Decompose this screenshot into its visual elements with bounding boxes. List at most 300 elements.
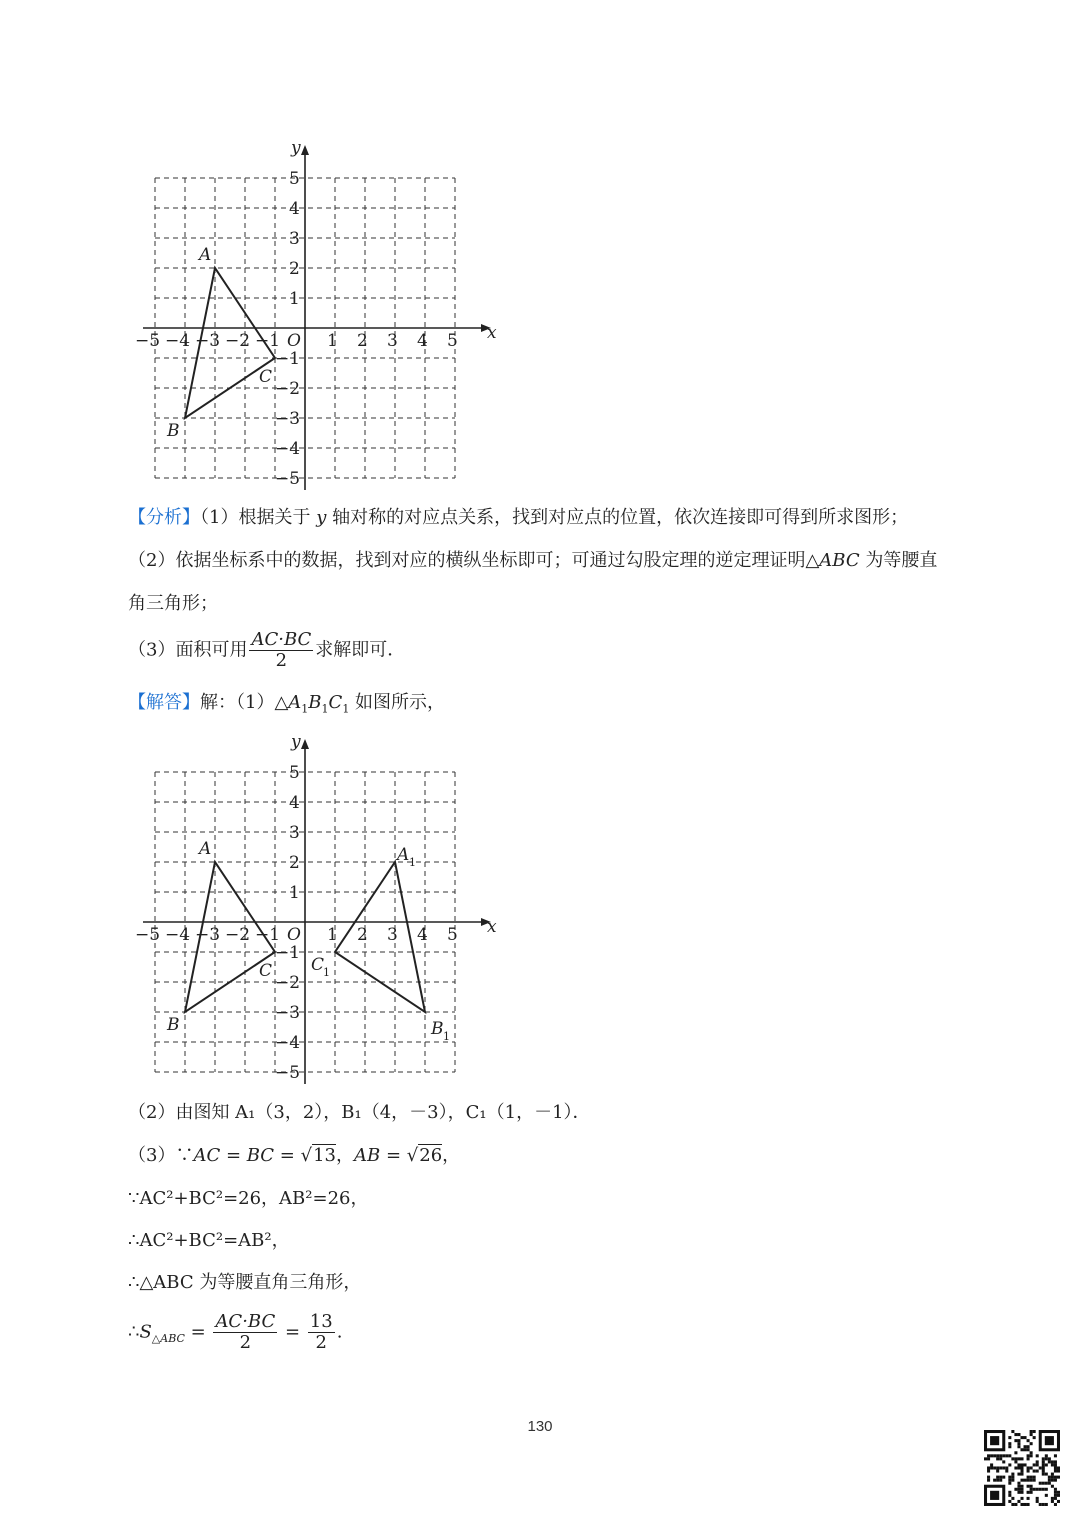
y-tick-label: 1 bbox=[289, 883, 300, 903]
qr-module bbox=[1024, 1503, 1027, 1506]
qr-module bbox=[1039, 1482, 1042, 1485]
qr-module bbox=[1008, 1442, 1011, 1445]
qr-module bbox=[1005, 1454, 1008, 1457]
qr-module bbox=[1024, 1436, 1027, 1439]
solution-line-6 bbox=[128, 1270, 361, 1296]
qr-module bbox=[1014, 1460, 1017, 1463]
qr-module bbox=[1005, 1470, 1008, 1473]
qr-module bbox=[1011, 1497, 1014, 1500]
qr-module bbox=[1020, 1488, 1023, 1491]
qr-module bbox=[1011, 1430, 1014, 1433]
qr-module bbox=[1030, 1476, 1033, 1479]
solution-text: = bbox=[279, 1321, 306, 1343]
analysis-tag: 【分析】 bbox=[128, 507, 200, 528]
qr-module bbox=[1030, 1479, 1033, 1482]
y-tick-label: 5 bbox=[289, 169, 300, 189]
x-tick-label: 3 bbox=[387, 925, 398, 945]
qr-module bbox=[1033, 1436, 1036, 1439]
qr-module bbox=[1042, 1503, 1045, 1506]
x-tick-label: 5 bbox=[447, 331, 458, 351]
qr-module bbox=[1011, 1503, 1014, 1506]
qr-module bbox=[1054, 1466, 1057, 1469]
y-tick-label: −2 bbox=[275, 973, 301, 993]
fraction-numerator: AC·BC bbox=[215, 1311, 276, 1332]
y-tick-label: 1 bbox=[289, 289, 300, 309]
solution-text: . bbox=[336, 1321, 343, 1343]
qr-module bbox=[1033, 1488, 1036, 1491]
qr-module bbox=[1042, 1488, 1045, 1491]
qr-module bbox=[1051, 1473, 1054, 1476]
qr-module bbox=[1020, 1457, 1023, 1460]
qr-module bbox=[1033, 1430, 1036, 1433]
qr-module bbox=[1008, 1476, 1011, 1479]
qr-module bbox=[987, 1476, 990, 1479]
qr-module bbox=[996, 1454, 999, 1457]
qr-module bbox=[1005, 1466, 1008, 1469]
coordinate-plane-1 bbox=[120, 134, 500, 494]
qr-module bbox=[1036, 1454, 1039, 1457]
qr-module bbox=[987, 1470, 990, 1473]
x-tick-label: 3 bbox=[387, 331, 398, 351]
qr-module bbox=[1014, 1451, 1017, 1454]
analysis-text: 为等腰直 bbox=[865, 550, 938, 571]
qr-module bbox=[999, 1476, 1002, 1479]
subscript: 1 bbox=[321, 702, 329, 716]
qr-module bbox=[1045, 1457, 1048, 1460]
qr-module bbox=[1054, 1470, 1057, 1473]
qr-module bbox=[1036, 1497, 1039, 1500]
y-tick-label: 2 bbox=[289, 853, 300, 873]
x-tick-label: −1 bbox=[255, 925, 281, 945]
x-tick-label: 5 bbox=[447, 925, 458, 945]
y-axis-arrow bbox=[301, 145, 309, 155]
y-axis-label: y bbox=[291, 732, 301, 752]
y-tick-label: 5 bbox=[289, 763, 300, 783]
fraction-numerator: AC·BC bbox=[251, 629, 312, 650]
qr-module bbox=[1008, 1479, 1011, 1482]
qr-module bbox=[1020, 1466, 1023, 1469]
vertex-b1-label-subscript: 1 bbox=[443, 1030, 450, 1043]
y-tick-label: −2 bbox=[275, 379, 301, 399]
qr-module bbox=[1027, 1445, 1030, 1448]
x-tick-label: −2 bbox=[225, 925, 251, 945]
qr-module bbox=[1027, 1454, 1030, 1457]
coordinate-figure-2 bbox=[120, 728, 500, 1088]
qr-module bbox=[1014, 1439, 1017, 1442]
fraction bbox=[249, 630, 313, 671]
analysis-text: 求解即可． bbox=[315, 639, 406, 661]
x-axis-label: x bbox=[487, 323, 497, 343]
qr-module bbox=[996, 1476, 999, 1479]
fraction bbox=[308, 1312, 335, 1353]
qr-finder bbox=[990, 1491, 999, 1500]
qr-module bbox=[1011, 1479, 1014, 1482]
qr-module bbox=[1030, 1430, 1033, 1433]
qr-module bbox=[1017, 1491, 1020, 1494]
qr-module bbox=[1057, 1470, 1060, 1473]
qr-module bbox=[1014, 1488, 1017, 1491]
analysis-text: （1）根据关于 bbox=[200, 507, 311, 528]
qr-module bbox=[1027, 1476, 1030, 1479]
qr-module bbox=[1024, 1445, 1027, 1448]
qr-module bbox=[1017, 1482, 1020, 1485]
qr-module bbox=[1027, 1466, 1030, 1469]
qr-module bbox=[1002, 1476, 1005, 1479]
qr-module bbox=[1020, 1503, 1023, 1506]
qr-module bbox=[1054, 1454, 1057, 1457]
y-tick-label: 3 bbox=[289, 823, 300, 843]
qr-module bbox=[996, 1479, 999, 1482]
qr-module bbox=[987, 1454, 990, 1457]
x-tick-label: −5 bbox=[135, 925, 161, 945]
qr-module bbox=[1042, 1466, 1045, 1469]
qr-module bbox=[1011, 1457, 1014, 1460]
qr-module bbox=[1020, 1436, 1023, 1439]
solution-line-7 bbox=[128, 1312, 342, 1353]
qr-module bbox=[1048, 1457, 1051, 1460]
vertex-c-label: C bbox=[259, 961, 273, 981]
qr-module bbox=[1057, 1476, 1060, 1479]
qr-module bbox=[1042, 1482, 1045, 1485]
qr-module bbox=[1045, 1463, 1048, 1466]
qr-module bbox=[1020, 1479, 1023, 1482]
vertex-b1-label: B bbox=[431, 1019, 444, 1039]
origin-label: O bbox=[287, 925, 301, 945]
qr-module bbox=[1030, 1485, 1033, 1488]
qr-module bbox=[993, 1466, 996, 1469]
qr-module bbox=[1036, 1488, 1039, 1491]
solution-text: ∴AC²+BC²=AB²， bbox=[128, 1230, 290, 1251]
qr-finder bbox=[990, 1436, 999, 1445]
qr-module bbox=[1042, 1457, 1045, 1460]
qr-module bbox=[1045, 1482, 1048, 1485]
y-tick-label: 4 bbox=[289, 199, 300, 219]
qr-module bbox=[1030, 1488, 1033, 1491]
qr-module bbox=[993, 1454, 996, 1457]
qr-module bbox=[1024, 1463, 1027, 1466]
x-tick-label: 4 bbox=[417, 925, 428, 945]
sqrt-radicand: 13 bbox=[313, 1145, 336, 1166]
y-tick-label: −1 bbox=[275, 349, 301, 369]
y-tick-label: −5 bbox=[275, 469, 301, 489]
x-tick-label: −3 bbox=[195, 331, 221, 351]
qr-module bbox=[1033, 1479, 1036, 1482]
qr-module bbox=[990, 1466, 993, 1469]
qr-module bbox=[1027, 1485, 1030, 1488]
qr-finder bbox=[1045, 1436, 1054, 1445]
qr-module bbox=[996, 1457, 999, 1460]
analysis-text: 角三角形； bbox=[128, 593, 218, 614]
fraction bbox=[213, 1312, 277, 1353]
qr-module bbox=[1048, 1460, 1051, 1463]
qr-module bbox=[987, 1457, 990, 1460]
fraction-denominator: 2 bbox=[275, 650, 288, 671]
qr-module bbox=[1011, 1476, 1014, 1479]
solution-line-2 bbox=[128, 1100, 591, 1126]
x-tick-label: 1 bbox=[327, 925, 338, 945]
qr-module bbox=[1008, 1500, 1011, 1503]
solution-text: ， bbox=[442, 1145, 461, 1166]
solution-text: = bbox=[184, 1321, 212, 1343]
qr-module bbox=[1011, 1473, 1014, 1476]
qr-module bbox=[1002, 1460, 1005, 1463]
qr-module bbox=[1051, 1497, 1054, 1500]
subscript: △ABC bbox=[151, 1332, 185, 1346]
vertex-c-label: C bbox=[259, 367, 273, 387]
qr-module bbox=[1008, 1454, 1011, 1457]
qr-module bbox=[1048, 1476, 1051, 1479]
qr-module bbox=[1008, 1491, 1011, 1494]
answer-line-1 bbox=[128, 690, 445, 723]
qr-module bbox=[1045, 1473, 1048, 1476]
triangle-a1b1c1 bbox=[335, 862, 425, 1012]
y-tick-label: −4 bbox=[275, 1033, 301, 1053]
page-number: 130 bbox=[527, 1418, 553, 1435]
qr-module bbox=[996, 1466, 999, 1469]
qr-module bbox=[1030, 1433, 1033, 1436]
qr-module bbox=[1020, 1485, 1023, 1488]
qr-module bbox=[1017, 1473, 1020, 1476]
qr-module bbox=[996, 1470, 999, 1473]
qr-module bbox=[1017, 1445, 1020, 1448]
qr-module bbox=[1057, 1500, 1060, 1503]
analysis-line-2 bbox=[128, 548, 937, 574]
qr-module bbox=[999, 1457, 1002, 1460]
qr-module bbox=[1051, 1463, 1054, 1466]
qr-module bbox=[1020, 1497, 1023, 1500]
qr-module bbox=[1008, 1482, 1011, 1485]
x-tick-label: 4 bbox=[417, 331, 428, 351]
solution-text: ∴ bbox=[128, 1321, 140, 1343]
solution-text: ∴△ABC 为等腰直角三角形， bbox=[128, 1272, 362, 1293]
solution-text: （3）∵ bbox=[128, 1145, 194, 1166]
qr-module bbox=[1057, 1466, 1060, 1469]
qr-module bbox=[1027, 1479, 1030, 1482]
x-tick-label: 2 bbox=[357, 925, 368, 945]
analysis-text: 轴对称的对应点关系，找到对应点的位置，依次连接即可得到所求图形； bbox=[332, 507, 909, 528]
solution-var: S bbox=[139, 1321, 152, 1343]
qr-module bbox=[1051, 1485, 1054, 1488]
y-axis-label: y bbox=[291, 138, 301, 158]
qr-module bbox=[1030, 1442, 1033, 1445]
qr-module bbox=[1017, 1439, 1020, 1442]
qr-module bbox=[1036, 1463, 1039, 1466]
qr-module bbox=[1036, 1470, 1039, 1473]
qr-module bbox=[1020, 1448, 1023, 1451]
qr-module bbox=[1027, 1448, 1030, 1451]
qr-module bbox=[1045, 1503, 1048, 1506]
qr-module bbox=[1045, 1494, 1048, 1497]
fraction-numerator: 13 bbox=[309, 1311, 333, 1332]
qr-module bbox=[1039, 1466, 1042, 1469]
vertex-a-label: A bbox=[199, 839, 212, 859]
solution-text: ∵AC²+BC²=26，AB²=26， bbox=[128, 1188, 369, 1209]
qr-module bbox=[1054, 1479, 1057, 1482]
fraction-denominator: 2 bbox=[239, 1332, 252, 1353]
qr-module bbox=[987, 1466, 990, 1469]
qr-module bbox=[1054, 1488, 1057, 1491]
qr-module bbox=[1017, 1488, 1020, 1491]
qr-module bbox=[1033, 1463, 1036, 1466]
vertex-a1-label-subscript: 1 bbox=[409, 856, 416, 869]
qr-module bbox=[1054, 1476, 1057, 1479]
sqrt-radicand: 26 bbox=[419, 1145, 443, 1166]
qr-code-icon bbox=[984, 1430, 1060, 1506]
qr-module bbox=[1048, 1479, 1051, 1482]
analysis-line-1 bbox=[128, 505, 908, 531]
qr-module bbox=[1020, 1473, 1023, 1476]
qr-module bbox=[1027, 1497, 1030, 1500]
analysis-text: （2）依据坐标系中的数据，找到对应的横纵坐标即可；可通过勾股定理的逆定理证明△ bbox=[128, 550, 820, 571]
qr-module bbox=[1030, 1454, 1033, 1457]
qr-module bbox=[1008, 1494, 1011, 1497]
qr-module bbox=[1042, 1473, 1045, 1476]
qr-module bbox=[1033, 1476, 1036, 1479]
qr-module bbox=[1054, 1463, 1057, 1466]
x-tick-label: −3 bbox=[195, 925, 221, 945]
x-tick-label: −2 bbox=[225, 331, 251, 351]
qr-module bbox=[1017, 1485, 1020, 1488]
coordinate-plane-2 bbox=[120, 728, 500, 1088]
analysis-var: ABC bbox=[819, 550, 860, 571]
qr-module bbox=[1045, 1488, 1048, 1491]
x-tick-label: −4 bbox=[165, 331, 191, 351]
qr-module bbox=[1014, 1457, 1017, 1460]
x-axis-label: x bbox=[487, 917, 497, 937]
qr-module bbox=[1051, 1476, 1054, 1479]
x-tick-label: 2 bbox=[357, 331, 368, 351]
qr-module bbox=[984, 1457, 987, 1460]
solution-text: （2）由图知 A₁（3，2），B₁（4，－3），C₁（1，－1）． bbox=[128, 1102, 591, 1123]
qr-module bbox=[1027, 1470, 1030, 1473]
qr-module bbox=[1017, 1466, 1020, 1469]
answer-var: C bbox=[328, 692, 343, 713]
qr-module bbox=[1036, 1460, 1039, 1463]
solution-line-4 bbox=[128, 1186, 369, 1212]
qr-module bbox=[1048, 1482, 1051, 1485]
qr-module bbox=[1042, 1460, 1045, 1463]
fraction-denominator: 2 bbox=[315, 1332, 327, 1353]
vertex-c1-label-subscript: 1 bbox=[323, 966, 330, 979]
qr-module bbox=[1030, 1451, 1033, 1454]
qr-module bbox=[1017, 1442, 1020, 1445]
analysis-text: （3）面积可用 bbox=[128, 639, 248, 661]
y-tick-label: 2 bbox=[289, 259, 300, 279]
qr-module bbox=[999, 1479, 1002, 1482]
qr-module bbox=[1014, 1433, 1017, 1436]
y-axis-arrow bbox=[301, 739, 309, 749]
qr-module bbox=[990, 1454, 993, 1457]
qr-module bbox=[1027, 1503, 1030, 1506]
qr-module bbox=[1030, 1491, 1033, 1494]
analysis-line-3 bbox=[128, 591, 218, 617]
subscript: 1 bbox=[301, 702, 309, 716]
qr-module bbox=[1033, 1470, 1036, 1473]
x-tick-label: −5 bbox=[135, 331, 161, 351]
qr-module bbox=[1027, 1457, 1030, 1460]
qr-module bbox=[1057, 1494, 1060, 1497]
vertex-b-label: B bbox=[167, 1015, 180, 1035]
qr-module bbox=[1017, 1433, 1020, 1436]
qr-module bbox=[1054, 1494, 1057, 1497]
vertex-a-label: A bbox=[199, 245, 212, 265]
y-tick-label: −1 bbox=[275, 943, 301, 963]
qr-module bbox=[1017, 1500, 1020, 1503]
qr-module bbox=[1054, 1491, 1057, 1494]
qr-module bbox=[1051, 1500, 1054, 1503]
subscript: 1 bbox=[342, 702, 350, 716]
qr-module bbox=[1045, 1454, 1048, 1457]
qr-module bbox=[1027, 1439, 1030, 1442]
qr-module bbox=[1042, 1463, 1045, 1466]
qr-module bbox=[1020, 1491, 1023, 1494]
answer-var: A bbox=[288, 692, 302, 713]
solution-var: AC = BC = bbox=[193, 1145, 301, 1166]
vertex-c1-label: C bbox=[311, 955, 325, 975]
solution-text: ， bbox=[336, 1145, 354, 1166]
solution-var: AB = bbox=[354, 1145, 407, 1166]
qr-module bbox=[1017, 1463, 1020, 1466]
qr-module bbox=[1020, 1463, 1023, 1466]
y-tick-label: −5 bbox=[275, 1063, 301, 1083]
qr-module bbox=[999, 1466, 1002, 1469]
answer-text: 解：（1）△ bbox=[200, 692, 289, 713]
qr-module bbox=[1030, 1466, 1033, 1469]
qr-module bbox=[1008, 1436, 1011, 1439]
qr-module bbox=[987, 1479, 990, 1482]
qr-module bbox=[990, 1463, 993, 1466]
x-tick-label: 1 bbox=[327, 331, 338, 351]
qr-module bbox=[1051, 1479, 1054, 1482]
vertex-b-label: B bbox=[167, 421, 180, 441]
y-tick-label: −3 bbox=[275, 1003, 301, 1023]
qr-module bbox=[1042, 1470, 1045, 1473]
qr-module bbox=[1027, 1491, 1030, 1494]
qr-module bbox=[1057, 1491, 1060, 1494]
qr-module bbox=[1054, 1503, 1057, 1506]
y-tick-label: −4 bbox=[275, 439, 301, 459]
qr-module bbox=[1036, 1500, 1039, 1503]
answer-var: B bbox=[308, 692, 322, 713]
qr-module bbox=[999, 1454, 1002, 1457]
qr-module bbox=[1051, 1460, 1054, 1463]
y-tick-label: 4 bbox=[289, 793, 300, 813]
qr-module bbox=[1039, 1488, 1042, 1491]
qr-module bbox=[1002, 1454, 1005, 1457]
answer-tag: 【解答】 bbox=[128, 692, 200, 713]
solution-line-5 bbox=[128, 1228, 290, 1254]
x-tick-label: −1 bbox=[255, 331, 281, 351]
qr-module bbox=[1008, 1445, 1011, 1448]
origin-label: O bbox=[287, 331, 301, 351]
qr-module bbox=[1008, 1463, 1011, 1466]
coordinate-figure-1 bbox=[120, 134, 500, 494]
solution-line-3: （3）∵AC = BC = √13，AB = √26， bbox=[128, 1145, 461, 1166]
qr-module bbox=[1014, 1503, 1017, 1506]
x-tick-label: −4 bbox=[165, 925, 191, 945]
qr-module bbox=[1020, 1470, 1023, 1473]
answer-text: 如图所示， bbox=[355, 692, 446, 713]
qr-module bbox=[1002, 1466, 1005, 1469]
qr-module bbox=[1014, 1466, 1017, 1469]
qr-module bbox=[1039, 1503, 1042, 1506]
qr-module bbox=[1024, 1479, 1027, 1482]
qr-module bbox=[1024, 1448, 1027, 1451]
qr-module bbox=[1054, 1497, 1057, 1500]
qr-module bbox=[1054, 1460, 1057, 1463]
y-tick-label: −3 bbox=[275, 409, 301, 429]
analysis-var: y bbox=[316, 507, 327, 528]
